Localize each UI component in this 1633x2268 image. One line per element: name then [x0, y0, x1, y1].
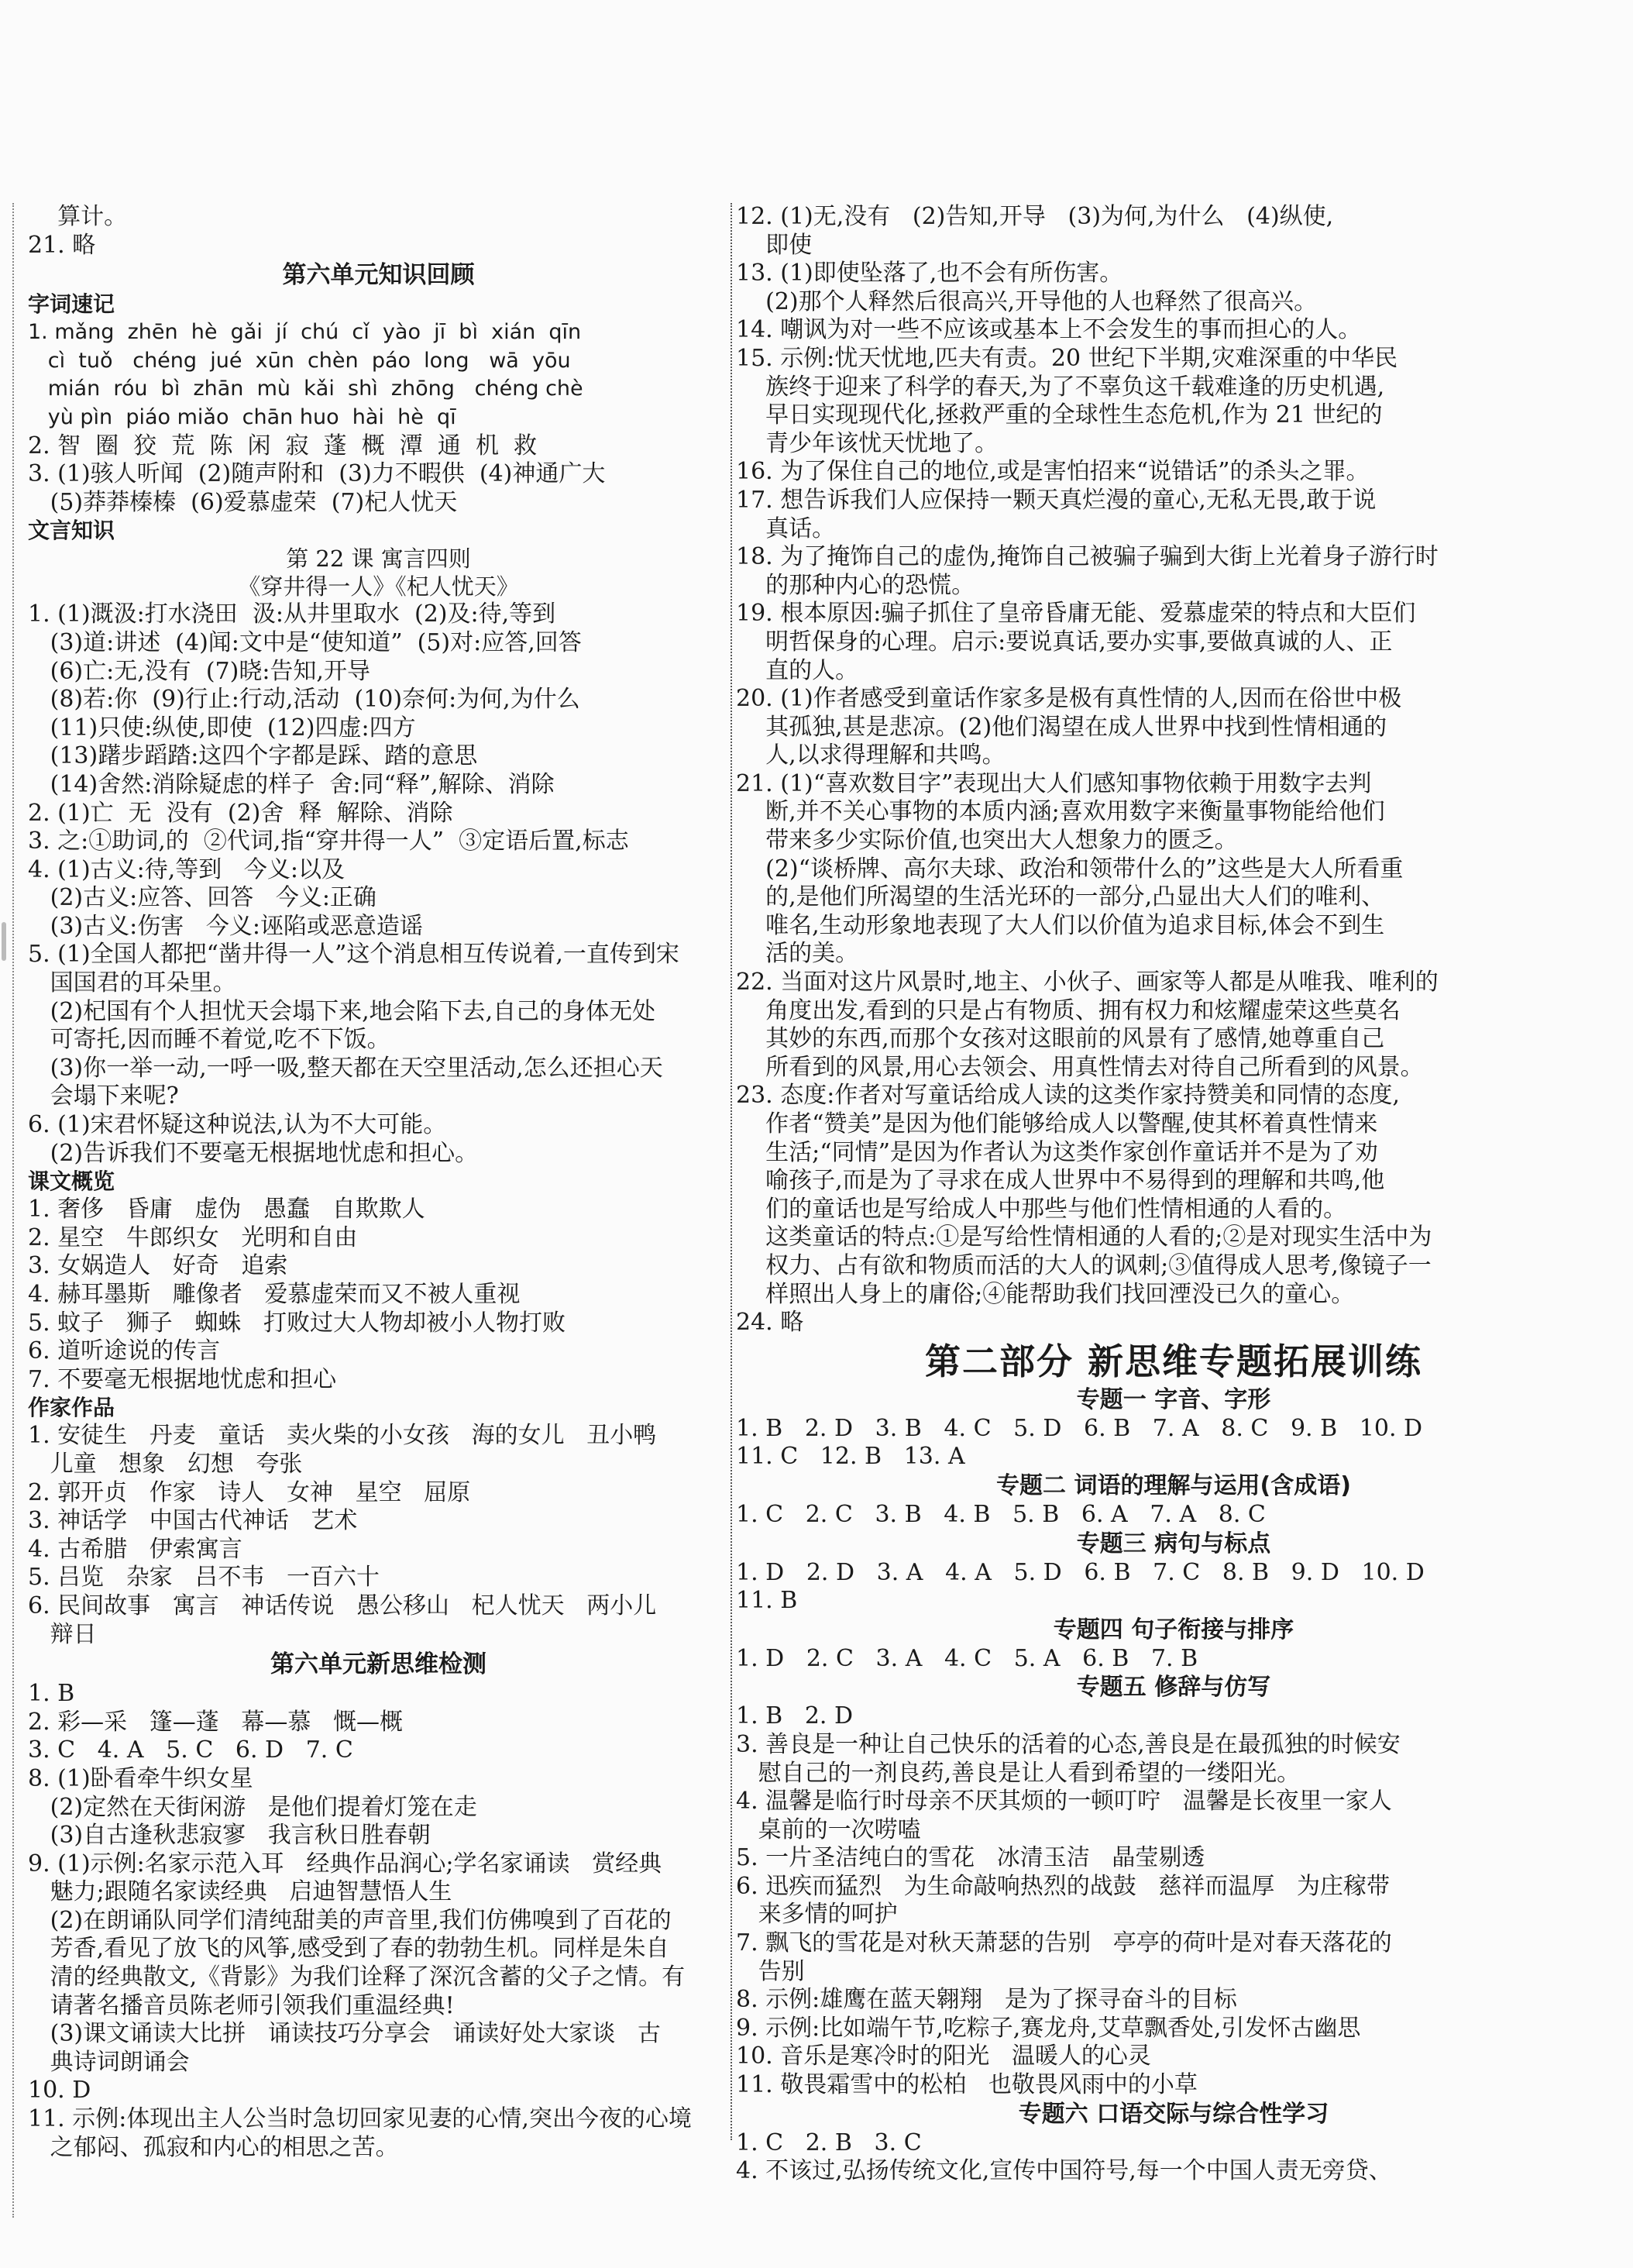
- answer-line: 11. 敬畏霜雪中的松柏 也敬畏风雨中的小草: [736, 2071, 1198, 2099]
- answer-line: 2. (1)亡 无 没有 (2)舍 释 解除、消除: [28, 799, 453, 827]
- answer-line: 6. 道听途说的传言: [28, 1337, 221, 1365]
- answer-line: 之郁闷、孤寂和内心的相思之苦。: [28, 2133, 399, 2161]
- answer-line: 典诗词朗诵会: [28, 2048, 190, 2076]
- answer-line: 3. 神话学 中国古代神话 艺术: [28, 1507, 358, 1535]
- answer-line: (2)在朗诵队同学们清纯甜美的声音里,我们仿佛嗅到了百花的: [28, 1906, 672, 1934]
- answer-line: 可寄托,因而睡不着觉,吃不下饭。: [28, 1026, 390, 1054]
- answer-line: 13. (1)即使坠落了,也不会有所伤害。: [736, 260, 1123, 287]
- answer-line: 早日实现现代化,拯救严重的全球性生态危机,作为 21 世纪的: [736, 401, 1383, 429]
- part-heading: 第二部分 新思维专题拓展训练: [924, 1340, 1422, 1382]
- answer-line: 1. B: [28, 1680, 75, 1708]
- answer-line: 10. 音乐是寒冷时的阳光 温暖人的心灵: [736, 2043, 1151, 2070]
- answer-line: 2. 郭开贞 作家 诗人 女神 星空 屈原: [28, 1478, 471, 1506]
- answer-line: 算计。: [28, 203, 128, 230]
- answer-line: 样照出人身上的庸俗;④能帮助我们找回湮没已久的童心。: [736, 1280, 1355, 1308]
- answer-line: 2. 智 圈 狡 荒 陈 闲 寂 蓬 概 潭 通 机 救: [28, 432, 538, 459]
- answer-line: 清的经典散文,《背影》为我们诠释了深沉含蓄的父子之情。有: [28, 1963, 686, 1991]
- answer-line: 10. D: [28, 2077, 91, 2105]
- answer-line: 3. 女娲造人 好奇 追索: [28, 1252, 288, 1280]
- answer-line: 4. 古希腊 伊索寓言: [28, 1535, 242, 1563]
- answer-line: 24. 略: [736, 1309, 804, 1337]
- right-column: [736, 203, 1611, 2186]
- answer-line: 芳香,看见了放飞的风筝,感受到了春的勃勃生机。同样是朱自: [28, 1935, 669, 1963]
- pinyin-line: cì tuǒ chéng jué xūn chèn páo long wā yōu: [28, 348, 571, 373]
- answer-line: 3. 之:①助词,的 ②代词,指“穿井得一人” ③定语后置,标志: [28, 828, 629, 855]
- subsection-label: 课文概览: [28, 1168, 115, 1195]
- answer-line: (2)“谈桥牌、高尔夫球、政治和领带什么的”这些是大人所看重: [736, 855, 1404, 883]
- answer-line: 权力、占有欲和物质而活的大人的讽刺;③值得成人思考,像镜子一: [736, 1251, 1432, 1279]
- answer-line: (2)杞国有个人担忧天会塌下来,地会陷下去,自己的身体无处: [28, 997, 656, 1025]
- answer-line: 来多情的呵护: [736, 1901, 898, 1929]
- answer-line: 角度出发,看到的只是占有物质、拥有权力和炫耀虚荣这些莫名: [736, 996, 1401, 1024]
- answer-line: 国国君的耳朵里。: [28, 969, 236, 997]
- answer-line: 4. (1)古义:待,等到 今义:以及: [28, 855, 346, 883]
- answer-line: 5. (1)全国人都把“凿井得一人”这个消息相互传说着,一直传到宋: [28, 941, 679, 969]
- answer-line: 辩日: [28, 1620, 97, 1648]
- answer-line: 18. 为了掩饰自己的虚伪,掩饰自己被骗子骗到大街上光着身子游行时: [736, 543, 1439, 571]
- answer-line: (5)莽莽榛榛 (6)爱慕虚荣 (7)杞人忧天: [28, 488, 458, 516]
- answer-line: (14)舍然:消除疑虑的样子 舍:同“释”,解除、消除: [28, 770, 555, 798]
- answer-line: 的,是他们所渴望的生活光环的一部分,凸显出大人们的唯利、: [736, 883, 1385, 911]
- topic-heading: 专题二 词语的理解与运用(含成语): [996, 1471, 1351, 1499]
- answer-line: (13)躇步蹈踏:这四个字都是踩、踏的意思: [28, 742, 478, 770]
- answer-line: 11. B: [736, 1587, 798, 1615]
- answer-line: 的那种内心的恐慌。: [736, 571, 975, 599]
- answer-line: 21. 略: [28, 231, 96, 259]
- answer-line: 1. D 2. D 3. A 4. A 5. D 6. B 7. C 8. B 9. D 10. D: [736, 1558, 1425, 1586]
- answer-line: 6. 民间故事 寓言 神话传说 愚公移山 杞人忧天 两小儿: [28, 1592, 657, 1619]
- answer-line: 17. 想告诉我们人应保持一颗天真烂漫的童心,无私无畏,敢于说: [736, 486, 1377, 514]
- answer-line: 4. 温馨是临行时母亲不厌其烦的一顿叮咛 温馨是长夜里一家人: [736, 1788, 1392, 1815]
- lesson-title: 《穿井得一人》《杞人忧天》: [238, 573, 519, 601]
- answer-line: 23. 态度:作者对写童话给成人读的这类作家持赞美和同情的态度,: [736, 1082, 1400, 1110]
- answer-line: 作者“赞美”是因为他们能够给成人以警醒,使其杯着真性情来: [736, 1110, 1378, 1137]
- answer-line: 带来多少实际价值,也突出大人想象力的匮乏。: [736, 827, 1238, 855]
- topic-heading: 专题五 修辞与仿写: [1076, 1674, 1271, 1702]
- answer-line: 1. B 2. D: [736, 1702, 854, 1730]
- answer-line: 5. 吕览 杂家 吕不韦 一百六十: [28, 1564, 380, 1592]
- subsection-label: 文言知识: [28, 518, 115, 544]
- section-heading: 第六单元知识回顾: [282, 261, 475, 290]
- answer-line: 4. 赫耳墨斯 雕像者 爱慕虚荣而又不被人重视: [28, 1281, 521, 1308]
- answer-line: 3. C 4. A 5. C 6. D 7. C: [28, 1736, 353, 1764]
- answer-line: 2. 彩—采 篷—蓬 幕—慕 慨—概: [28, 1708, 403, 1736]
- answer-line: 11. C 12. B 13. A: [736, 1443, 965, 1471]
- answer-line: 桌前的一次唠嗑: [736, 1815, 921, 1843]
- answer-line: 16. 为了保住自己的地位,或是害怕招来“说错话”的杀头之罪。: [736, 458, 1370, 486]
- answer-line: 9. (1)示例:名家示范入耳 经典作品润心;学名家诵读 赏经典: [28, 1850, 662, 1877]
- answer-line: 儿童 想象 幻想 夸张: [28, 1450, 303, 1478]
- section-heading: 第六单元新思维检测: [270, 1650, 486, 1679]
- answer-line: 1. B 2. D 3. B 4. C 5. D 6. B 7. A 8. C 9. B 10. D: [736, 1414, 1423, 1442]
- answer-line: 真话。: [736, 515, 836, 542]
- answer-line: 1. 安徒生 丹麦 童话 卖火柴的小女孩 海的女儿 丑小鸭: [28, 1422, 657, 1450]
- answer-line: 会塌下来呢?: [28, 1082, 179, 1110]
- answer-line: (8)若:你 (9)行止:行动,活动 (10)奈何:为何,为什么: [28, 686, 580, 714]
- pinyin-line: yù pìn piáo miǎo chān huo hài hè qī: [28, 404, 456, 429]
- answer-line: 22. 当面对这片风景时,地主、小伙子、画家等人都是从唯我、唯利的: [736, 969, 1439, 996]
- answer-line: 2. 星空 牛郎织女 光明和自由: [28, 1223, 358, 1251]
- answer-line: 1. 奢侈 昏庸 虚伪 愚蠢 自欺欺人: [28, 1196, 425, 1223]
- answer-line: 1. C 2. C 3. B 4. B 5. B 6. A 7. A 8. C: [736, 1500, 1266, 1528]
- answer-line: (2)那个人释然后很高兴,开导他的人也释然了很高兴。: [736, 287, 1318, 315]
- answer-line: 5. 蚊子 狮子 蜘蛛 打败过大人物却被小人物打败: [28, 1309, 566, 1337]
- binding-hole-mark: [2, 922, 6, 961]
- answer-line: 人,以求得理解和共鸣。: [736, 742, 1006, 769]
- answer-line: 6. (1)宋君怀疑这种说法,认为不大可能。: [28, 1111, 447, 1139]
- topic-heading: 专题一 字音、字形: [1076, 1385, 1271, 1413]
- answer-line: 8. 示例:雄鹰在蓝天翱翔 是为了探寻奋斗的目标: [736, 1986, 1237, 2014]
- answer-line: 魅力;跟随名家读经典 启迪智慧悟人生: [28, 1878, 452, 1906]
- left-column: [28, 203, 729, 2162]
- answer-line: 4. 不该过,弘扬传统文化,宣传中国符号,每一个中国人责无旁贷、: [736, 2157, 1392, 2185]
- pinyin-line: mián róu bì zhān mù kǎi shì zhōng chéng chè: [28, 377, 583, 401]
- answer-line: 15. 示例:忧天忧地,匹夫有责。20 世纪下半期,灾难深重的中华民: [736, 344, 1398, 372]
- answer-line: 3. (1)骇人听闻 (2)随声附和 (3)力不暇供 (4)神通广大: [28, 460, 606, 488]
- answer-line: 19. 根本原因:骗子抓住了皇帝昏庸无能、爱慕虚荣的特点和大臣们: [736, 600, 1416, 628]
- answer-line: 族终于迎来了科学的春天,为了不辜负这千载难逢的历史机遇,: [736, 373, 1385, 401]
- answer-line: 请著名播音员陈老师引领我们重温经典!: [28, 1991, 455, 2019]
- answer-line: 11. 示例:体现出主人公当时急切回家见妻的心情,突出今夜的心境: [28, 2105, 692, 2133]
- subsection-label: 字词速记: [28, 291, 115, 318]
- answer-line: 9. 示例:比如端午节,吃粽子,赛龙舟,艾草飘香处,引发怀古幽思: [736, 2014, 1361, 2042]
- answer-line: 1. (1)溉汲:打水浇田 汲:从井里取水 (2)及:待,等到: [28, 601, 556, 628]
- answer-line: (3)道:讲述 (4)闻:文中是“使知道” (5)对:应答,回答: [28, 628, 582, 656]
- answer-line: 1. C 2. B 3. C: [736, 2129, 922, 2156]
- topic-heading: 专题六 口语交际与综合性学习: [1018, 2100, 1329, 2128]
- answer-line: 这类童话的特点:①是写给性情相通的人看的;②是对现实生活中为: [736, 1223, 1432, 1251]
- answer-line: 20. (1)作者感受到童话作家多是极有真性情的人,因而在俗世中极: [736, 685, 1402, 713]
- answer-line: 们的童话也是写给成人中那些与他们性情相通的人看的。: [736, 1195, 1347, 1223]
- answer-line: (2)古义:应答、回答 今义:正确: [28, 884, 376, 912]
- answer-line: 14. 嘲讽为对一些不应该或基本上不会发生的事而担心的人。: [736, 316, 1362, 344]
- answer-line: 7. 飘飞的雪花是对秋天萧瑟的告别 亭亭的荷叶是对春天落花的: [736, 1929, 1392, 1957]
- topic-heading: 专题四 句子衔接与排序: [1053, 1616, 1294, 1643]
- answer-line: 其妙的东西,而那个女孩对这眼前的风景有了感情,她尊重自己: [736, 1025, 1385, 1053]
- answer-line: 21. (1)“喜欢数目字”表现出大人们感知事物依赖于用数字去判: [736, 769, 1372, 797]
- answer-line: 8. (1)卧看牵牛织女星: [28, 1764, 253, 1792]
- answer-line: (2)告诉我们不要毫无根据地忧虑和担心。: [28, 1139, 479, 1167]
- answer-line: (3)古义:伤害 今义:诬陷或恶意造谣: [28, 912, 423, 940]
- pinyin-line: 1. mǎng zhēn hè gǎi jí chú cǐ yào jī bì xián qīn: [28, 320, 582, 345]
- answer-line: 慰自己的一剂良药,善良是让人看到希望的一缕阳光。: [736, 1759, 1301, 1787]
- answer-line: (3)自古逢秋悲寂寥 我言秋日胜春朝: [28, 1822, 431, 1850]
- answer-line: 其孤独,甚是悲凉。(2)他们渴望在成人世界中找到性情相通的: [736, 713, 1387, 741]
- column-divider: [731, 203, 732, 2140]
- answer-line: 告别: [736, 1957, 805, 1985]
- answer-line: 6. 迅疾而猛烈 为生命敲响热烈的战鼓 慈祥而温厚 为庄稼带: [736, 1872, 1390, 1900]
- answer-line: 3. 善良是一种让自己快乐的活着的心态,善良是在最孤独的时候安: [736, 1730, 1401, 1758]
- answer-line: 12. (1)无,没有 (2)告知,开导 (3)为何,为什么 (4)纵使,: [736, 203, 1334, 230]
- answer-line: (3)你一举一动,一呼一吸,整天都在天空里活动,怎么还担心天: [28, 1054, 663, 1082]
- answer-line: 直的人。: [736, 656, 859, 684]
- subsection-label: 作家作品: [28, 1395, 115, 1421]
- topic-heading: 专题三 病句与标点: [1076, 1530, 1271, 1557]
- answer-line: 明哲保身的心理。启示:要说真话,要办实事,要做真诚的人、正: [736, 628, 1393, 656]
- answer-line: 1. D 2. C 3. A 4. C 5. A 6. B 7. B: [736, 1644, 1198, 1672]
- answer-line: (11)只使:纵使,即使 (12)四虚:四方: [28, 714, 416, 742]
- answer-line: 活的美。: [736, 940, 859, 968]
- answer-line: 断,并不关心事物的本质内涵;喜欢用数字来衡量事物能给他们: [736, 798, 1385, 826]
- answer-line: 生活;“同情”是因为作者认为这类作家创作童话并不是为了劝: [736, 1138, 1378, 1166]
- answer-line: 7. 不要毫无根据地忧虑和担心: [28, 1365, 337, 1393]
- binding-edge-line: [12, 203, 14, 2218]
- answer-line: (3)课文诵读大比拼 诵读技巧分享会 诵读好处大家谈 古: [28, 2020, 661, 2048]
- answer-line: 青少年该忧天忧地了。: [736, 429, 999, 457]
- answer-line: (2)定然在天街闲游 是他们提着灯笼在走: [28, 1793, 477, 1821]
- answer-line: 所看到的风景,用心去领会、用真性情去对待自己所看到的风景。: [736, 1053, 1424, 1081]
- answer-line: (6)亡:无,没有 (7)晓:告知,开导: [28, 657, 370, 685]
- answer-line: 喻孩子,而是为了寻求在成人世界中不易得到的理解和共鸣,他: [736, 1167, 1385, 1195]
- answer-line: 唯名,生动形象地表现了大人们以价值为追求目标,体会不到生: [736, 911, 1385, 939]
- answer-line: 即使: [736, 231, 813, 259]
- answer-line: 5. 一片圣洁纯白的雪花 冰清玉洁 晶莹剔透: [736, 1844, 1205, 1872]
- lesson-title: 第 22 课 寓言四则: [286, 545, 471, 573]
